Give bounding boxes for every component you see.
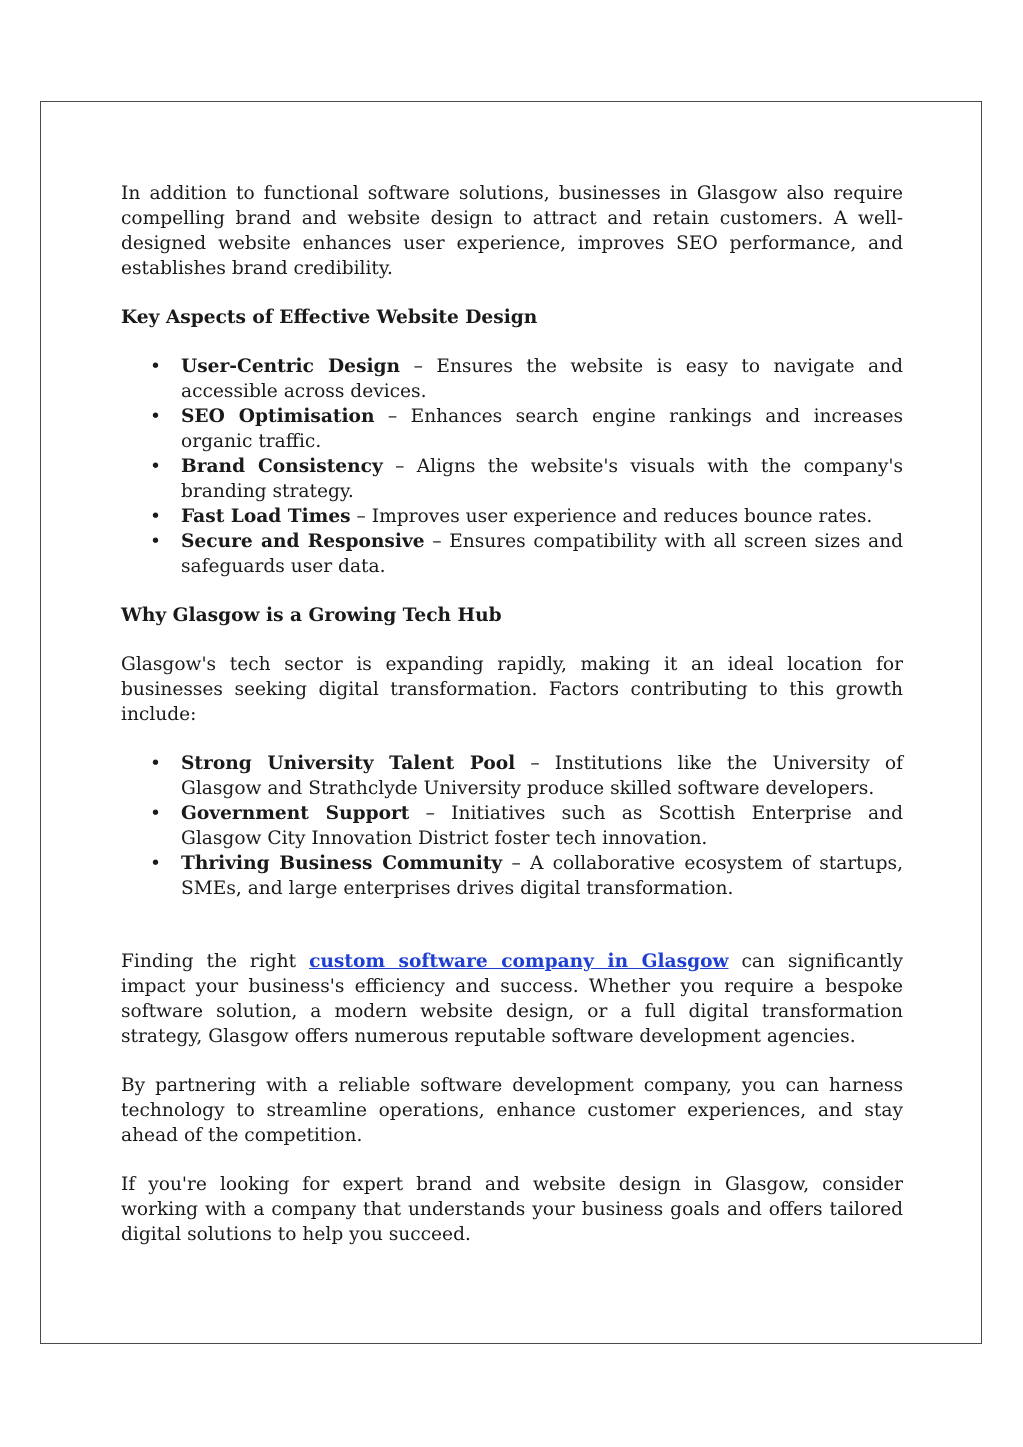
- bullet-icon: •: [150, 456, 161, 477]
- conclusion-paragraph-3: If you're looking for expert brand and website design in Glasgow, consider working with a company that understands your business goals and offers tailored digital solutions to help you succeed.: [121, 1174, 903, 1245]
- list-item-text: – Institutions like the University of Glasgow and Strathclyde University produce skilled software developers.: [181, 753, 903, 799]
- list-item: [121, 801, 903, 851]
- list-item-title: User-Centric Design: [181, 356, 401, 377]
- list-item-title: Secure and Responsive: [181, 531, 425, 552]
- list-item-text: – Initiatives such as Scottish Enterprise and Glasgow City Innovation District foster tech innovation.: [181, 803, 903, 849]
- bullet-icon: •: [150, 356, 161, 377]
- bullet-icon: •: [150, 753, 161, 774]
- conclusion-text-after-link: can significantly impact your business's efficiency and success. Whether you require a bespoke software solution, a modern website design, or a full digital transformation strategy, Glasgow offers numerous reputable software development agencies.: [121, 951, 903, 1047]
- list-item: [121, 504, 903, 529]
- bullet-icon: •: [150, 803, 161, 824]
- bullet-icon: •: [150, 531, 161, 552]
- list-item-text: – Ensures the website is easy to navigate and accessible across devices.: [181, 356, 903, 402]
- list-item-title: Brand Consistency: [181, 456, 383, 477]
- list-item-text: – Ensures compatibility with all screen sizes and safeguards user data.: [181, 531, 903, 577]
- bullet-icon: •: [150, 506, 161, 527]
- tech-hub-paragraph: Glasgow's tech sector is expanding rapidly, making it an ideal location for businesses seeking digital transformation. Factors contributing to this growth include:: [121, 654, 903, 725]
- bullet-icon: •: [150, 406, 161, 427]
- list-item: [121, 529, 903, 579]
- list-item-title: Strong University Talent Pool: [181, 753, 516, 774]
- list-item-title: SEO Optimisation: [181, 406, 375, 427]
- custom-software-company-link[interactable]: custom software company in Glasgow: [309, 951, 729, 972]
- tech-hub-list: [121, 751, 903, 901]
- list-item-text: – Enhances search engine rankings and increases organic traffic.: [181, 406, 903, 452]
- list-item: [121, 751, 903, 801]
- conclusion-paragraph-2: By partnering with a reliable software development company, you can harness technology to streamline operations, enhance customer experiences, and stay ahead of the competition.: [121, 1075, 903, 1146]
- website-design-list: [121, 354, 903, 579]
- list-item: [121, 354, 903, 404]
- list-item-title: Thriving Business Community: [181, 853, 503, 874]
- list-item-title: Government Support: [181, 803, 410, 824]
- conclusion-paragraph-1: [121, 949, 903, 1049]
- list-item-text: – A collaborative ecosystem of startups, SMEs, and large enterprises drives digital transformation.: [181, 853, 903, 899]
- intro-paragraph: In addition to functional software solutions, businesses in Glasgow also require compelling brand and website design to attract and retain customers. A well-designed website enhances user experience, improves SEO performance, and establishes brand credibility.: [121, 183, 903, 279]
- section-heading-website-design: Key Aspects of Effective Website Design: [121, 307, 538, 328]
- list-item-title: Fast Load Times: [181, 506, 351, 527]
- list-item: [121, 404, 903, 454]
- list-item-text: – Improves user experience and reduces bounce rates.: [350, 506, 873, 527]
- section-heading-tech-hub: Why Glasgow is a Growing Tech Hub: [121, 605, 502, 626]
- conclusion-text-before-link: Finding the right: [121, 951, 310, 972]
- list-item: [121, 454, 903, 504]
- list-item-text: – Aligns the website's visuals with the company's branding strategy.: [181, 456, 904, 502]
- bullet-icon: •: [150, 853, 161, 874]
- document-body: [121, 181, 903, 1247]
- list-item: [121, 851, 903, 901]
